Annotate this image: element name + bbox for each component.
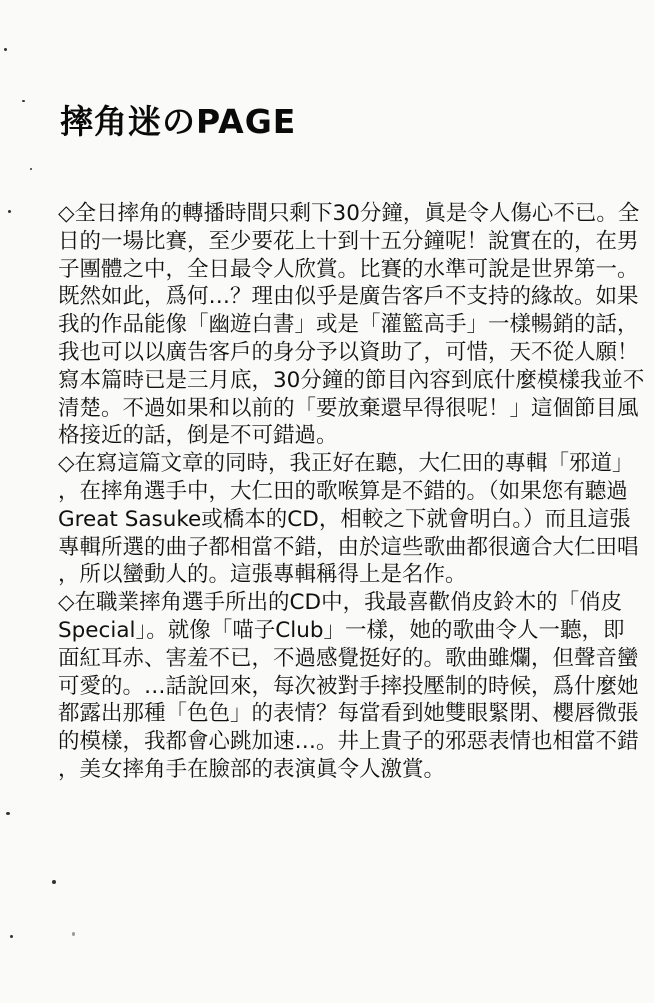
text-line: 格接近的話，倒是不可錯過。 xyxy=(58,423,338,449)
text-line: Special」。就像「喵子Club」一樣，她的歌曲令人一聽，即 xyxy=(58,617,625,643)
text-line: 子團體之中，全日最令人欣賞。比賽的水準可說是世界第一。 xyxy=(58,256,639,282)
text-line: 可愛的。…話說回來，每次被對手摔投壓制的時候，爲什麼她 xyxy=(58,673,639,699)
text-line: 面紅耳赤、害羞不已，不過感覺挺好的。歌曲雖爛，但聲音蠻 xyxy=(58,645,639,671)
scan-speck xyxy=(72,932,75,936)
text-line: ，美女摔角手在臉部的表演眞令人激賞。 xyxy=(58,756,446,782)
text-line: 的模樣，我都會心跳加速…。井上貴子的邪惡表情也相當不錯 xyxy=(58,729,639,755)
text-line: 專輯所選的曲子都相當不錯，由於這些歌曲都很適合大仁田唱 xyxy=(58,534,639,560)
scan-speck xyxy=(4,48,7,51)
text-line: ◇在寫這篇文章的同時，我正好在聽，大仁田的專輯「邪道」 xyxy=(58,451,634,477)
text-line: 我也可以以廣告客戶的身分予以資助了，可惜，天不從人願！ xyxy=(58,339,639,365)
text-line: 寫本篇時已是三月底，30分鐘的節目內容到底什麼模樣我並不 xyxy=(58,367,645,393)
text-line: 既然如此，爲何…？理由似乎是廣告客戶不支持的緣故。如果 xyxy=(58,284,639,310)
text-line: ◇在職業摔角選手所出的CD中，我最喜歡俏皮鈴木的「俏皮 xyxy=(58,590,623,616)
text-line: Great Sasuke或橋本的CD，相較之下就會明白。）而且這張 xyxy=(58,506,631,532)
text-line: 我的作品能像「幽遊白書」或是「灌籃高手」一樣暢銷的話， xyxy=(58,312,639,338)
text-line: 都露出那種「色色」的表情？每當看到她雙眼緊閉、櫻唇微張 xyxy=(58,701,639,727)
scan-speck xyxy=(6,812,10,815)
page-title: 摔角迷のPAGE xyxy=(60,102,297,141)
text-line: 清楚。不過如果和以前的「要放棄還早得很呢！」這個節目風 xyxy=(58,395,639,421)
text-line: ，在摔角選手中，大仁田的歌喉算是不錯的。（如果您有聽過 xyxy=(58,478,628,504)
text-line: 日的一場比賽，至少要花上十到十五分鐘呢！說實在的，在男 xyxy=(58,228,639,254)
text-line: ，所以蠻動人的。這張專輯稱得上是名作。 xyxy=(58,562,467,588)
text-line: ◇全日摔角的轉播時間只剩下30分鐘，眞是令人傷心不已。全 xyxy=(58,201,640,226)
article-body xyxy=(58,200,645,784)
scan-speck xyxy=(8,210,11,213)
scan-speck xyxy=(52,880,56,884)
scan-speck xyxy=(30,168,32,170)
scan-speck xyxy=(10,935,13,938)
scan-speck xyxy=(22,100,25,102)
